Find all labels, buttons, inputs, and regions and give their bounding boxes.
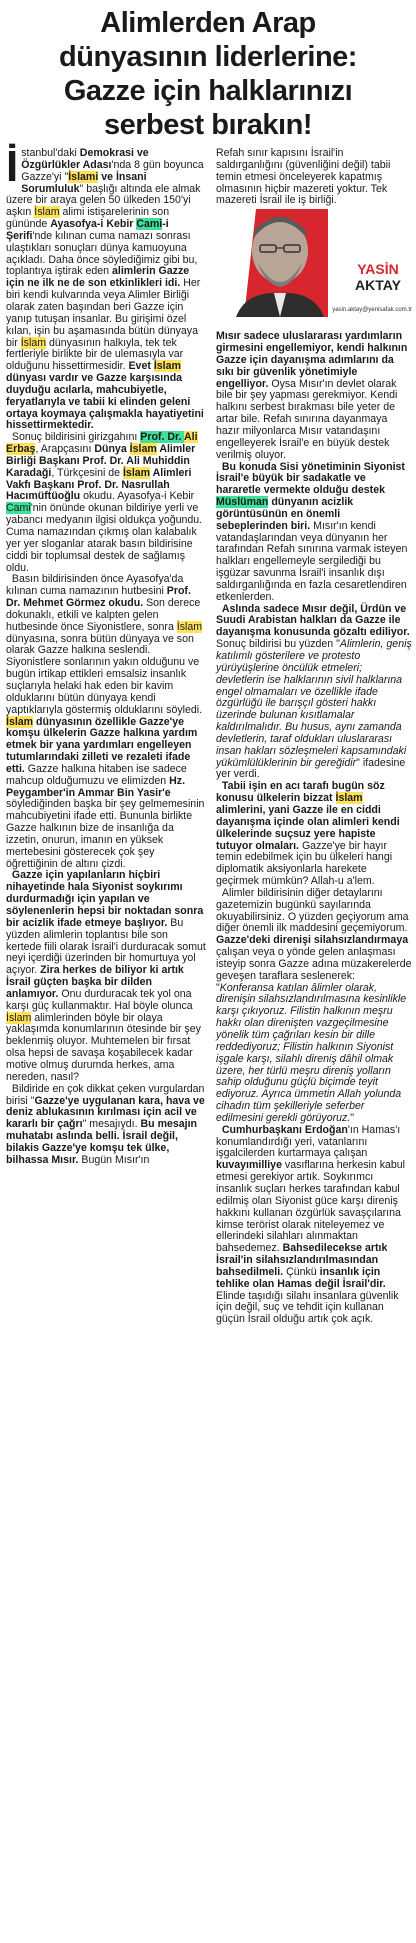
text-bold: kuvayımilliye bbox=[216, 1159, 282, 1172]
highlight-muslim: Müslüman bbox=[216, 496, 269, 509]
text-bold: ve İnsani Sorumluluk bbox=[21, 170, 147, 195]
headline-line-4: serbest bırakın! bbox=[104, 109, 312, 141]
text-bold: Bu konuda Sisi yönetiminin Siyonist İsrail'e büyük bir sadakatle ve hararetle vermekte olduğu destek bbox=[216, 460, 405, 497]
text: dünyasına, sonra bütün dünyaya ve son olarak Gazze halkına seslendi. Siyonistlere sonlarının yakın olduğunu ve bugün irtikap ettikleri emsalsiz insanlık suçlarıyla helaki hak eden bir kavim olduklarını bütün dünyaya kendi yaptıklarıyla göstermiş olduklarını söyledi. bbox=[6, 632, 203, 716]
text: alimi istişarelerinin son gününde bbox=[6, 206, 170, 231]
text-bold: Gazze'ye uygulanan kara, hava ve deniz ablukasının kırılması için acil ve kararlı bir çağrı bbox=[6, 1094, 205, 1131]
portrait-spacer bbox=[216, 207, 412, 331]
text: dünyasının halkıyla, tek tek fertleriyle birlikte bir de ulemasıyla var olduğunu hissettirmesidir. bbox=[6, 336, 184, 373]
text-bold: Cumhurbaşkanı Erdoğan bbox=[221, 1123, 348, 1136]
text: Bu yüzden alimlerin toplantısı bile son kertede fiili olarak İsrail'i durduracak somut neyi içerdiği üzerinden bir homurtuya yol açıyor. bbox=[6, 916, 206, 977]
text: " mesajıydı. bbox=[82, 1118, 141, 1131]
highlight-islam: İslam bbox=[176, 620, 203, 633]
text: Oysa Mısır'ın devlet olarak bile bir şey yapması gerekmiyor. Kendi halkını serbest bırakması bile yeter de artar bile. Refah sınırına dayanmaya hazır milyonlarca Mısır vatandaşını engelleyerek İsrail'e en büyük destek verilmiş oluyor. bbox=[216, 377, 398, 461]
text: Çünkü bbox=[283, 1265, 320, 1278]
paragraph-1 bbox=[6, 142, 206, 432]
text-bold: dünyasının özellikle Gazze'ye komşu ülkelerin Gazze halkına yardım etmek bir yana yardımları engelleyen tutumlarındaki zilleti ve rezaleti ifade etti. bbox=[6, 715, 198, 775]
headline-line-2: dünyasının liderlerine: bbox=[59, 41, 357, 73]
text: " başlığı altında ele almak üzere bir araya gelen 50 ülkeden 150'yi aşkın bbox=[6, 182, 201, 219]
text-bold: dünyası vardır ve Gazze karşısında duyduğu acılarla, mahcubiyetle, feryatlarıyla ve tabii ki elinden geleni ortaya koymaya çalışmakla hayatiyetini hissettirmektedir. bbox=[6, 372, 204, 432]
headline bbox=[0, 0, 416, 142]
text: 'ın Hamas'ı konumlandırdığı yeri, vatanlarını işgalcilerden kurtarmaya çalışan bbox=[216, 1123, 401, 1160]
text-bold: Gazze'deki direnişi silahsızlandırmaya bbox=[216, 934, 409, 947]
text: Bildiride en çok dikkat çeken vurgulardan birisi " bbox=[6, 1082, 205, 1107]
author-first-name: YASİN bbox=[357, 261, 399, 277]
text: okudu. Ayasofya-i Kebir bbox=[80, 490, 195, 503]
article-column-1 bbox=[6, 142, 206, 1167]
highlight-islam: İslami bbox=[68, 170, 99, 183]
text-italic: Konferansa katılan âlimler olarak, direnişin silahsızlandırılmasına kesinlikle karşı çıkıyoruz. Filistin halkının meşru hakkı olan direnişten vazgeçilmesine yönelik tüm çağrıları kesin bir dille reddediyoruz; Filistin halkının Siyonist işgale karşı, silahlı direniş dâhil olmak üzere, her türlü meşru direniş yolların sahip olduğunu güçlü biçimde teyit ediyoruz. Ayrıca ümmetin Allah yolunda cihadın tüm şekilleriyle seferber edilmesini gerekli görüyoruz. bbox=[216, 981, 407, 1124]
highlight-islam: İslam bbox=[6, 1011, 32, 1024]
highlight-name: Ali Erbaş bbox=[6, 431, 198, 456]
text-bold: Hz. Peygamber'in Ammar Bin Yasir'e bbox=[6, 774, 186, 799]
highlight-cami: Cami bbox=[136, 218, 163, 231]
text: Gazze halkına hitaben ise sadece mahcup olduğumuzu ve elimizden bbox=[6, 762, 187, 787]
headline-line-3: Gazze için halklarınızı bbox=[63, 75, 353, 107]
author-last-name: AKTAY bbox=[355, 277, 401, 293]
highlight-islam: İslam bbox=[20, 336, 47, 349]
paragraph-6 bbox=[216, 148, 412, 462]
text-bold: Demokrasi ve Özgürlükler Adası bbox=[21, 147, 149, 171]
text: Sonuç bildirisi bu yüzden " bbox=[216, 638, 340, 651]
paragraph-3 bbox=[6, 574, 206, 870]
text-bold: Zira herkes de biliyor ki artık İsrail güçten başka bir dilden anlamıyor. bbox=[6, 964, 184, 1000]
text-bold: Alimleri Vakfı Başkanı Prof. Dr. Nasrullah Hacımüftüoğlu bbox=[6, 466, 192, 503]
text-bold: dünyanın acizlik görüntüsünün en önemli sebeplerinden biri. bbox=[216, 496, 354, 532]
text-bold: Bu mesajın muhatabı aslında belli. İsrail değil, bilakis Gazze'ye komşu tek ülke, bilhassa Mısır. bbox=[6, 1118, 198, 1166]
highlight-name: Prof. Dr. bbox=[140, 431, 185, 444]
text: , Arapçasını bbox=[35, 443, 95, 456]
text: Sonuç bildirisini girizgahını bbox=[11, 431, 141, 444]
text: Her biri kendi kulvarında veya Alimler Birliği olarak zaten başından beri Gazze için yanıp tutuşan insanlar. Bu girişimi özel kılan, işin bu aşamasında bütün dünyaya bir bbox=[6, 277, 201, 349]
text: Gazze'ye bir hayır temin edebilmek için bu ülkeleri hangi diplomatik aksiyonlarla harekete geçirmek mümkün? Allah-u a'lem. bbox=[216, 839, 393, 888]
text: alimlerinden böyle bir olaya yaklaşımda konumlarının ötesinde bir şey beklenmiş oluyor. Muhtemelen bir fırsat olsa hepsi de savaşa koşabilecek kadar motive olmuş durumda herkes, ama nereden, nasıl? bbox=[6, 1011, 201, 1083]
text-bold: -i Şerifi bbox=[6, 218, 169, 242]
text-bold: Dünya bbox=[94, 443, 130, 456]
text-bold: Gazze için yapılanların hiçbiri nihayetinde hala Siyonist soykırımı durdurmadığı için yapılan ve söylenenlerin hepsi bir noktadan sonra bir acizlik ifade etmeye başlıyor. bbox=[6, 869, 204, 929]
highlight-cami: Cami bbox=[6, 502, 31, 515]
text: Son derece dokunaklı, etkili ve kalpten gelen hutbesinde önce Siyonistlere, sonra bbox=[6, 597, 201, 633]
text: Mısır'ın kendi vatandaşlarından veya dünyanın her tarafından Refah sınırına varmak isteyen halkları engellemeyle sergilediği bu işgüzar savunma İsrail'i insanlık dışı saldırganlığında en fazla cesaretlendiren etkenlerden. bbox=[216, 519, 408, 603]
drop-cap: İ bbox=[6, 142, 19, 191]
text: " bbox=[350, 1111, 355, 1124]
paragraph-2 bbox=[6, 432, 206, 574]
text: 'nda 8 gün boyunca Gazze'yi " bbox=[21, 158, 204, 183]
text: Onu durduracak tek yol ona karşı güç kullanmaktır. Hal böyle olunca bbox=[6, 987, 193, 1012]
headline-line-1: Alimlerden Arap bbox=[100, 7, 316, 39]
text: stanbul'daki bbox=[21, 147, 80, 159]
text-bold: Alimler Birliği Başkanı Prof. Dr. Ali Muhiddin Karadaği bbox=[6, 443, 196, 479]
paragraph-8 bbox=[216, 604, 412, 782]
text: çalışan veya o yönde gelen anlaşması isteyip sonra Gazze adına müzakerelerde geveşen taraflara seslenerek: " bbox=[216, 946, 412, 994]
text-bold: Ayasofya-i Kebir bbox=[50, 218, 137, 231]
text-bold: alimlerini, yani Gazze ile en ciddi dayanışma içinde olan alimleri kendi ülkelerinde suçsuz yere hapiste tutuyor olmaları. bbox=[216, 803, 400, 852]
text-bold: Tabii işin en acı tarafı bugün söz konusu ülkelerin bizzat bbox=[216, 780, 385, 805]
text: Refah sınır kapısını İsrail'in saldırganlığını (güvenliğini değil) tabii temin etmesi önceleyerek kapatmış olmasının hiçbir mazereti yoktur. Tek mazereti İsrail ile iş birliği. bbox=[216, 147, 391, 207]
highlight-islam: İslam bbox=[129, 443, 157, 456]
text-bold: Prof. Dr. Mehmet Görmez okudu. bbox=[6, 585, 191, 610]
text-bold: Bahsedilecekse artık İsrail'in silahsızlandırılmasından bahsedilmeli. bbox=[216, 1242, 388, 1278]
text-bold: Aslında sadece Mısır değil, Ürdün ve Suudi Arabistan halkları da Gazze ile dayanışma konusunda gözaltı ediliyor. bbox=[216, 602, 410, 639]
text: Elinde taşıdığı silahı insanlara güvenlik için değil, suç ve tehdit için kullanan güçün İsrail olduğu artık çok açık. bbox=[216, 1289, 399, 1326]
text: , Türkçesini de bbox=[51, 466, 123, 479]
text-bold: alimlerin Gazze için ne ilk ne de son etkinlikleri idi. bbox=[6, 265, 190, 290]
text: 'nin önünde okunan bildiriye yerli ve yabancı medyanın ilgisi oldukça yoğundu. Cuma namazından çıkmış olan kalabalık yer yer sloganlar atarak basın bildirisine ciddi bir toplumsal destek de sağlamış oldu. bbox=[6, 502, 203, 574]
paragraph-10 bbox=[216, 888, 412, 1125]
highlight-islam: İslam bbox=[153, 360, 181, 373]
text: Bugün Mısır'ın bbox=[78, 1153, 150, 1166]
paragraph-5 bbox=[6, 1084, 206, 1167]
text: Basın bildirisinden önce Ayasofya'da kılınan cuma namazının hutbesini bbox=[6, 573, 184, 598]
text-bold: Mısır sadece uluslararası yardımların girmesini engellemiyor, kendi halkının Gazze için dayanışma adımlarını da sıkı bir güvenlik yönetimiyle engelliyor. bbox=[216, 330, 408, 390]
text: söylediğinden başka bir şey gelmemesinin mahcubiyetini ifade etti. Bununla birlikte Gazze halkının bize de insanlığa da izzetin, onurun, imanın en yüksek mertebesini gösterecek çok şey öğrettiğinin de altını çizdi. bbox=[6, 798, 205, 870]
highlight-islam: İslam bbox=[6, 715, 34, 728]
text-bold: insanlık için tehlike olan Hamas değil İsrail'dir. bbox=[216, 1265, 386, 1290]
text: " ifadesine yer verdi. bbox=[216, 756, 406, 781]
text: vasıflarına herkesin kabul etmesi gerekiyor artık. Soykırımcı insanlık suçları herkes tarafından kabul edilmiş olan Siyonist güce karşı direniş hakkını kullanan özgürlük savaşçılarına kimse terörist olarak niteleyemez ve ellerindeki silahları alınmaktan bahsedemez. bbox=[216, 1159, 406, 1255]
text: 'nde kılınan cuma namazı sonrası ulaştıkları sonuçları dünya kamuoyuna açıkladı. Daha önce söylediğimiz gibi bu, toplantıya iştirak eden bbox=[6, 229, 198, 278]
text-italic: Alimlerin, geniş katılımlı gösterilere ve protesto yürüyüşlerine öncülük etmeleri; devletlerin ise halklarının sivil halklarına engel olmamaları ve özellikle ifade özgürlüğü ile barışçıl gösteri hakkı üzerinde bulunan kısıtlamalar kaldırılmalıdır. Bu husus, aynı zamanda devletlerin, taraf oldukları uluslararası insan hakları sözleşmeleri kapsamındaki yükümlülüklerinin bir gereğidir bbox=[216, 638, 412, 769]
highlight-islam: İslam bbox=[122, 466, 151, 479]
author-email: yasin.aktay@yenisafak.com.tr bbox=[332, 307, 412, 313]
text-bold: Evet bbox=[128, 360, 154, 373]
highlight-islam: İslam bbox=[335, 792, 363, 805]
paragraph-4 bbox=[6, 870, 206, 1083]
article-column-2 bbox=[216, 148, 412, 1326]
paragraph-7 bbox=[216, 462, 412, 604]
highlight-islam: İslam bbox=[34, 206, 60, 219]
paragraph-9 bbox=[216, 781, 412, 888]
paragraph-11 bbox=[216, 1125, 412, 1326]
text: Alimler bildirisinin diğer detaylarını gazetemizin bugünkü sayılarında okuyabilirsiniz. O yüzden geçiyorum ama diğer önemli ilk maddesini geçemiyorum. bbox=[216, 886, 409, 935]
